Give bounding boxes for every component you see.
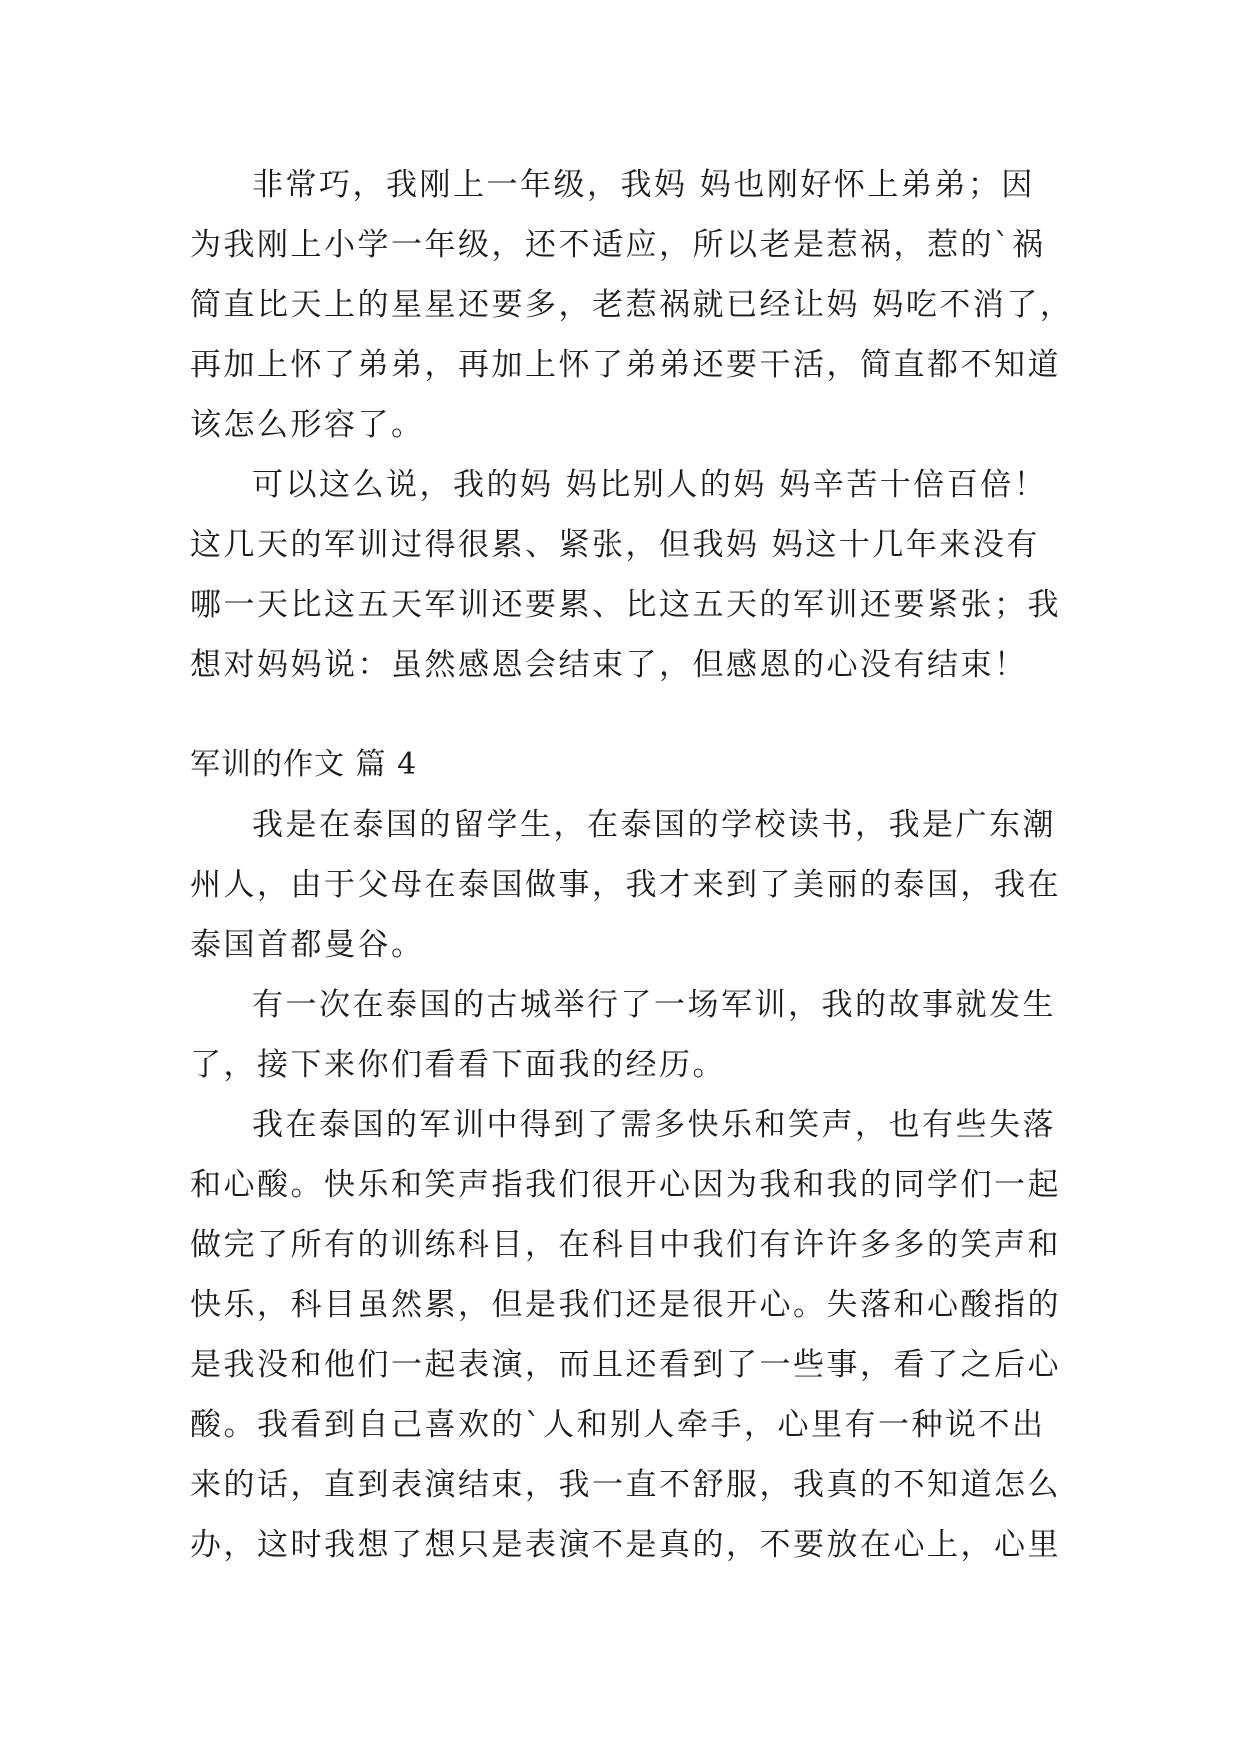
paragraph — [190, 455, 1070, 695]
text-line: 办，这时我想了想只是表演不是真的，不要放在心上，心里 — [190, 1527, 1061, 1563]
paragraph — [190, 1095, 1070, 1575]
text-line: 我是在泰国的留学生，在泰国的学校读书，我是广东潮 — [252, 807, 1056, 843]
text-line: 来的话，直到表演结束，我一直不舒服，我真的不知道怎么 — [190, 1467, 1061, 1503]
paragraph — [190, 795, 1070, 975]
paragraph — [190, 155, 1074, 455]
text-line: 泰国首都曼谷。 — [190, 927, 425, 963]
text-line: 和心酸。快乐和笑声指我们很开心因为我和我的同学们一起 — [190, 1167, 1061, 1203]
section-two — [190, 735, 1070, 1575]
text-line: 做完了所有的训练科目，在科目中我们有许许多多的笑声和 — [190, 1227, 1061, 1263]
text-line: 简直比天上的星星还要多，老惹祸就已经让妈 妈吃不消了， — [190, 287, 1074, 323]
text-line: 是我没和他们一起表演，而且还看到了一些事，看了之后心 — [190, 1347, 1061, 1383]
section-heading: 军训的作文 篇 4 — [190, 747, 418, 782]
text-line: 再加上怀了弟弟，再加上怀了弟弟还要干活，简直都不知道 — [190, 347, 1061, 383]
text-line: 我在泰国的军训中得到了需多快乐和笑声，也有些失落 — [252, 1107, 1056, 1143]
section-one — [190, 155, 1074, 695]
text-line: 非常巧，我刚上一年级，我妈 妈也刚好怀上弟弟；因 — [252, 167, 1035, 203]
text-line: 想对妈妈说：虽然感恩会结束了，但感恩的心没有结束！ — [190, 647, 1028, 683]
text-line: 酸。我看到自己喜欢的`人和别人牵手，心里有一种说不出 — [190, 1407, 1046, 1443]
text-line: 了，接下来你们看看下面我的经历。 — [190, 1047, 726, 1083]
paragraph — [190, 975, 1070, 1095]
text-line: 有一次在泰国的古城举行了一场军训，我的故事就发生 — [252, 987, 1056, 1023]
text-line: 这几天的军训过得很累、紧张，但我妈 妈这十几年来没有 — [190, 527, 1040, 563]
text-line: 可以这么说，我的妈 妈比别人的妈 妈辛苦十倍百倍！ — [252, 467, 1048, 503]
text-line: 快乐，科目虽然累，但是我们还是很开心。失落和心酸指的 — [190, 1287, 1061, 1323]
text-line: 州人，由于父母在泰国做事，我才来到了美丽的泰国，我在 — [190, 867, 1061, 903]
text-line: 哪一天比这五天军训还要累、比这五天的军训还要紧张；我 — [190, 587, 1061, 623]
text-line: 该怎么形容了。 — [190, 407, 425, 443]
text-line: 为我刚上小学一年级，还不适应，所以老是惹祸，惹的`祸 — [190, 227, 1046, 263]
